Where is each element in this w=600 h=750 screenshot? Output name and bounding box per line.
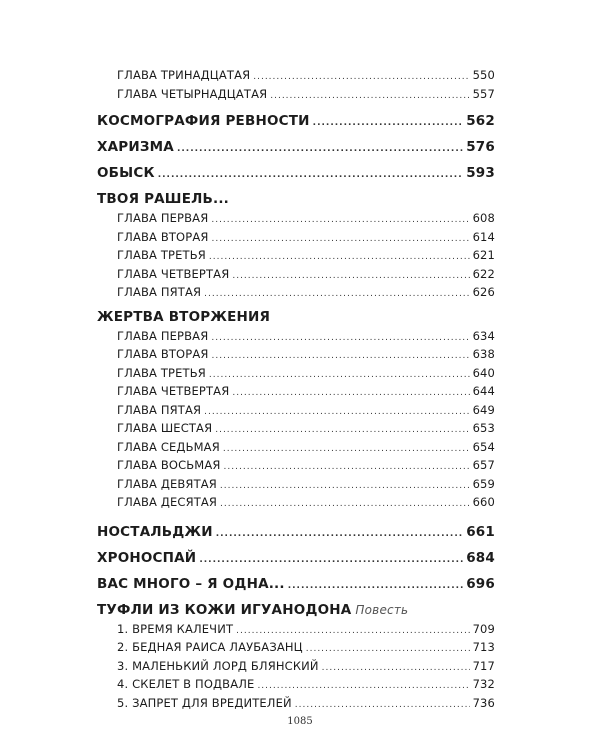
toc-entry-chapter[interactable] <box>97 382 495 401</box>
section-chapters-1 <box>97 66 495 103</box>
entry-page: 614 <box>472 229 495 244</box>
entry-page: 696 <box>466 575 495 592</box>
entry-page: 684 <box>466 549 495 566</box>
entry-page: 622 <box>472 266 495 281</box>
toc-entry-work[interactable] <box>97 523 495 542</box>
entry-page: 557 <box>472 86 495 101</box>
toc-entry-work[interactable] <box>97 112 495 131</box>
entry-page: 736 <box>472 695 495 710</box>
dot-leader <box>158 166 464 185</box>
entry-page: 661 <box>466 523 495 540</box>
dot-leader <box>199 551 463 570</box>
entry-page: 649 <box>472 402 495 417</box>
toc-entry-work[interactable] <box>97 575 495 594</box>
entry-page: 621 <box>472 248 495 262</box>
toc-entry-work[interactable] <box>97 549 495 568</box>
dot-leader <box>204 285 469 304</box>
section-chapters-4 <box>97 620 495 713</box>
dot-leader <box>216 525 464 544</box>
toc-entry-chapter[interactable] <box>97 675 495 694</box>
section-title[interactable]: ЖЕРТВА ВТОРЖЕНИЯ <box>97 308 271 325</box>
entry-title: ГЛАВА ТРЕТЬЯ <box>117 365 206 380</box>
toc-entry-chapter[interactable] <box>97 638 495 657</box>
entry-title: 1. ВРЕМЯ КАЛЕЧИТ <box>117 621 234 636</box>
entry-title: ГЛАВА ДЕСЯТАЯ <box>117 495 218 509</box>
dot-leader <box>220 477 470 496</box>
entry-title: ГЛАВА ПЕРВАЯ <box>117 211 209 225</box>
entry-title: КОСМОГРАФИЯ РЕВНОСТИ <box>97 113 310 129</box>
toc-entry-chapter[interactable] <box>97 657 495 676</box>
entry-title: ГЛАВА ПЯТАЯ <box>117 402 202 417</box>
dot-leader <box>232 384 469 403</box>
entry-title: ВАС МНОГО – Я ОДНА... <box>97 575 285 592</box>
entry-title: 2. БЕДНАЯ РАИСА ЛАУБАЗАНЦ <box>117 640 303 654</box>
toc-entry-chapter[interactable] <box>97 85 495 104</box>
dot-leader <box>204 403 469 422</box>
dot-leader <box>288 577 464 596</box>
toc-entry-chapter[interactable] <box>97 456 495 475</box>
dot-leader <box>220 495 470 514</box>
entry-page: 657 <box>472 458 495 472</box>
entry-page: 593 <box>466 165 495 181</box>
dot-leader <box>177 140 463 159</box>
entry-title: 4. СКЕЛЕТ В ПОДВАЛЕ <box>117 677 255 691</box>
table-of-contents <box>97 66 495 712</box>
section-title[interactable]: ТВОЯ РАШЕЛЬ... <box>97 191 229 207</box>
dot-leader <box>224 458 470 477</box>
entry-title: НОСТАЛЬДЖИ <box>97 523 213 540</box>
entry-page: 626 <box>472 285 495 299</box>
entry-page: 550 <box>472 68 495 82</box>
entry-page: 576 <box>466 139 495 155</box>
dot-leader <box>306 640 470 659</box>
dot-leader <box>211 329 469 348</box>
entry-title: ХРОНОСПАЙ <box>97 549 197 566</box>
toc-entry-chapter[interactable] <box>97 265 495 284</box>
dot-leader <box>212 230 470 249</box>
entry-page: 660 <box>472 495 495 509</box>
section-title[interactable] <box>97 601 495 620</box>
toc-entry-chapter[interactable] <box>97 246 495 265</box>
section-chapters-3 <box>97 327 495 512</box>
entry-title: ГЛАВА ЧЕТЫРНАДЦАТАЯ <box>117 86 268 101</box>
toc-entry-work[interactable] <box>97 138 495 157</box>
dot-leader <box>313 114 464 133</box>
dot-leader <box>270 87 469 106</box>
entry-title: ГЛАВА ТРИНАДЦАТАЯ <box>117 68 251 82</box>
toc-entry-chapter[interactable] <box>97 438 495 457</box>
entry-page: 709 <box>472 621 495 636</box>
entry-title: ГЛАВА ЧЕТВЕРТАЯ <box>117 384 230 398</box>
dot-leader <box>232 267 469 286</box>
dot-leader <box>211 211 469 230</box>
entry-page: 732 <box>472 677 495 691</box>
entry-page: 654 <box>472 439 495 454</box>
toc-entry-chapter[interactable] <box>97 283 495 302</box>
entry-page: 644 <box>472 384 495 398</box>
entry-page: 638 <box>472 347 495 361</box>
toc-entry-chapter[interactable] <box>97 364 495 383</box>
entry-page: 717 <box>472 658 495 673</box>
dot-leader <box>215 421 469 440</box>
toc-entry-chapter[interactable] <box>97 401 495 420</box>
entry-title: 5. ЗАПРЕТ ДЛЯ ВРЕДИТЕЛЕЙ <box>117 695 292 710</box>
section-chapters-2 <box>97 209 495 302</box>
toc-entry-chapter[interactable] <box>97 475 495 494</box>
entry-title: ГЛАВА ВТОРАЯ <box>117 229 209 244</box>
entry-title: ОБЫСК <box>97 165 155 181</box>
entry-page: 653 <box>472 421 495 435</box>
dot-leader <box>209 366 470 385</box>
toc-entry-chapter[interactable] <box>97 419 495 438</box>
toc-entry-chapter[interactable] <box>97 66 495 85</box>
dot-leader <box>212 347 470 366</box>
entry-page: 608 <box>472 211 495 225</box>
entry-title: ГЛАВА ЧЕТВЕРТАЯ <box>117 266 230 281</box>
entry-title: 3. МАЛЕНЬКИЙ ЛОРД БЛЯНСКИЙ <box>117 658 319 673</box>
toc-entry-chapter[interactable] <box>97 327 495 346</box>
entry-page: 640 <box>472 365 495 380</box>
toc-entry-work[interactable] <box>97 164 495 183</box>
entry-title: ГЛАВА ДЕВЯТАЯ <box>117 476 217 491</box>
dot-leader <box>322 659 470 678</box>
entry-title: ГЛАВА СЕДЬМАЯ <box>117 439 220 454</box>
entry-title: ГЛАВА ТРЕТЬЯ <box>117 248 206 262</box>
entry-page: 713 <box>472 640 495 654</box>
toc-entry-chapter[interactable] <box>97 345 495 364</box>
toc-entry-chapter[interactable] <box>97 209 495 228</box>
entry-title: ГЛАВА ВОСЬМАЯ <box>117 458 221 472</box>
entry-page: 634 <box>472 328 495 343</box>
genre-note: Повесть <box>355 602 409 617</box>
entry-title: ГЛАВА ШЕСТАЯ <box>117 421 213 435</box>
entry-title: ХАРИЗМА <box>97 139 174 155</box>
dot-leader <box>223 440 470 459</box>
dot-leader <box>253 68 469 87</box>
entry-title: ГЛАВА ПЕРВАЯ <box>117 328 209 343</box>
entry-page: 562 <box>466 113 495 129</box>
dot-leader <box>209 248 470 267</box>
toc-entry-chapter[interactable] <box>97 493 495 512</box>
entry-page: 659 <box>472 476 495 491</box>
dot-leader <box>295 696 470 715</box>
toc-entry-chapter[interactable] <box>97 694 495 713</box>
entry-title: ГЛАВА ПЯТАЯ <box>117 285 202 299</box>
entry-title: ГЛАВА ВТОРАЯ <box>117 347 209 361</box>
toc-entry-chapter[interactable] <box>97 620 495 639</box>
page-number: 1085 <box>287 716 313 727</box>
section-title-text: ТУФЛИ ИЗ КОЖИ ИГУАНОДОНА <box>97 601 352 618</box>
toc-entry-chapter[interactable] <box>97 228 495 247</box>
